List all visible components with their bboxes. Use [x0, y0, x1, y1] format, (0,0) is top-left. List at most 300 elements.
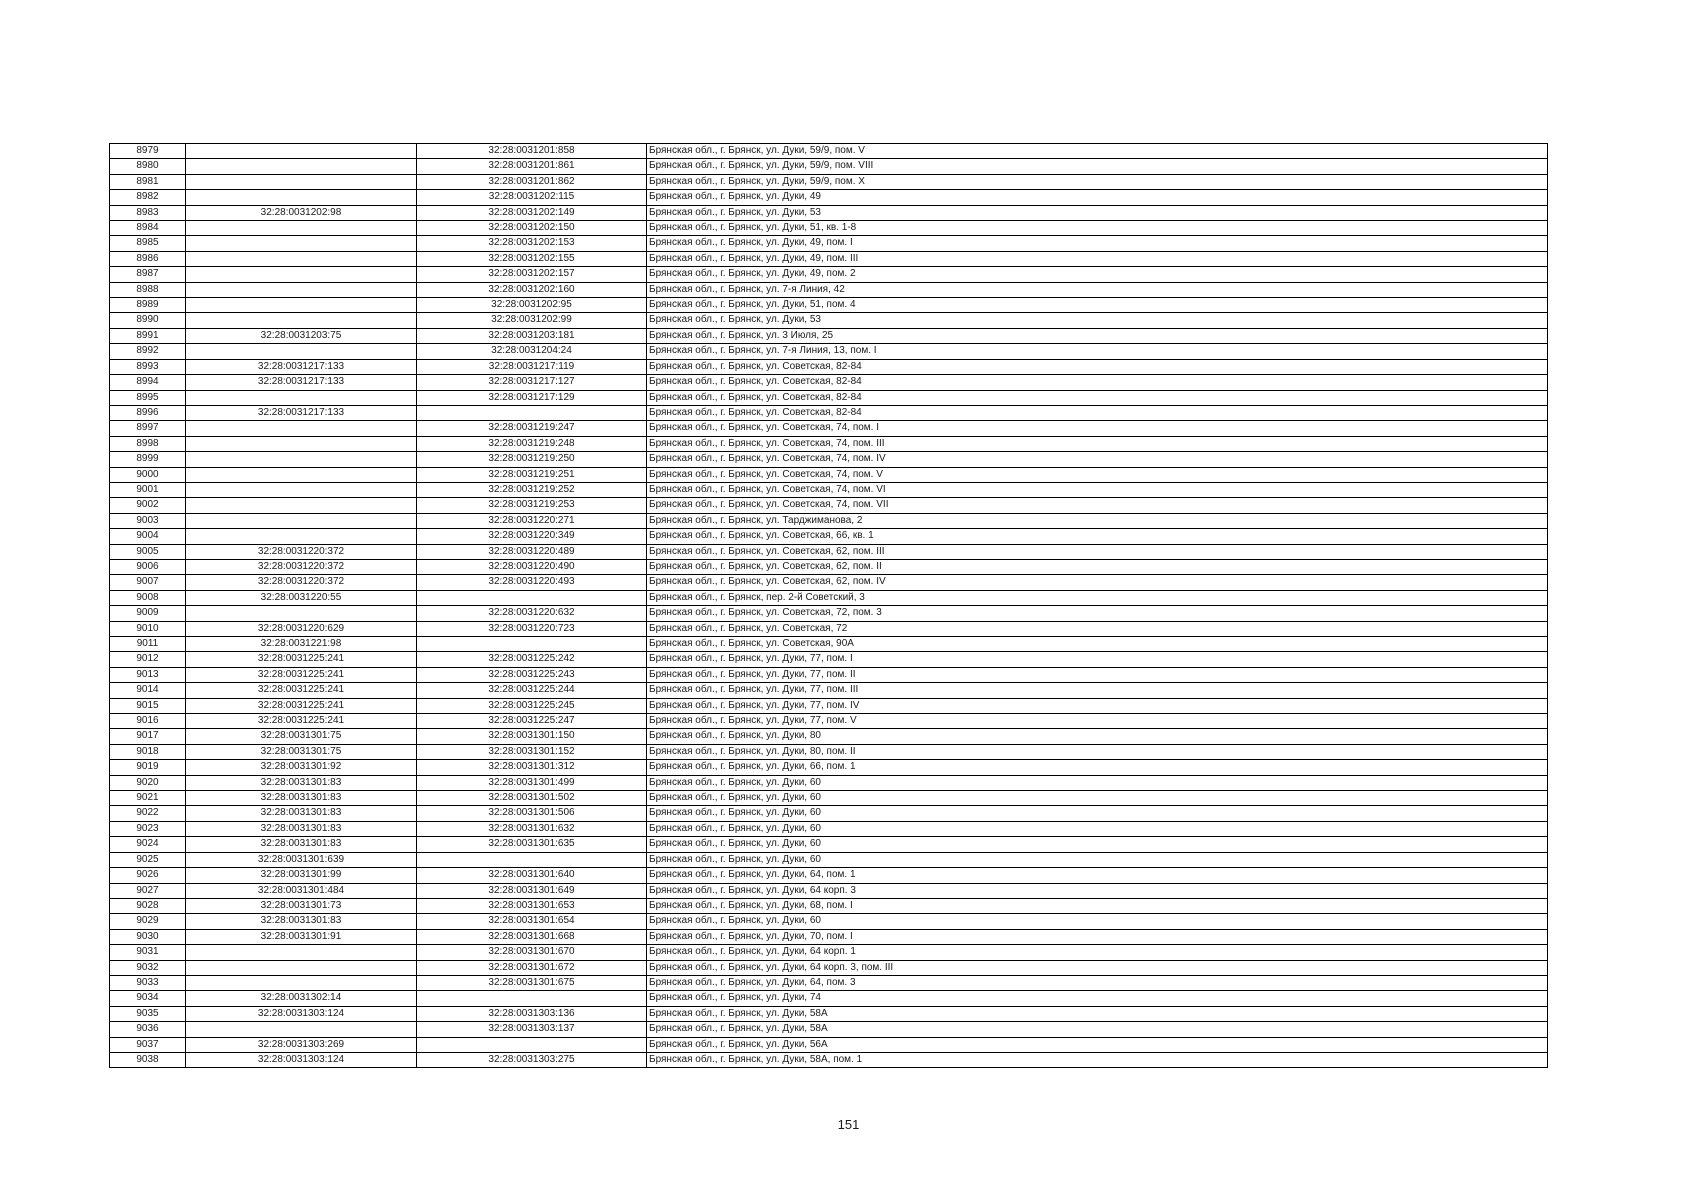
land-cadastral-number-cell [186, 221, 417, 236]
land-cadastral-number-cell: 32:28:0031301:83 [186, 837, 417, 852]
table-row [110, 744, 1548, 759]
row-number-cell: 8996 [110, 405, 186, 420]
land-cadastral-number-cell [186, 436, 417, 451]
address-cell: Брянская обл., г. Брянск, ул. Советская, 62, пом. III [647, 544, 1548, 559]
table-row [110, 575, 1548, 590]
address-cell: Брянская обл., г. Брянск, ул. Дуки, 49, пом. III [647, 251, 1548, 266]
row-number-cell: 8984 [110, 221, 186, 236]
building-cadastral-number-cell [417, 852, 647, 867]
row-number-cell: 9026 [110, 868, 186, 883]
building-cadastral-number-cell: 32:28:0031202:95 [417, 298, 647, 313]
row-number-cell: 8994 [110, 375, 186, 390]
building-cadastral-number-cell: 32:28:0031301:654 [417, 914, 647, 929]
building-cadastral-number-cell: 32:28:0031201:858 [417, 144, 647, 159]
building-cadastral-number-cell: 32:28:0031220:489 [417, 544, 647, 559]
address-cell: Брянская обл., г. Брянск, ул. Дуки, 64, пом. 1 [647, 868, 1548, 883]
row-number-cell: 9006 [110, 559, 186, 574]
row-number-cell: 9032 [110, 960, 186, 975]
row-number-cell: 9004 [110, 529, 186, 544]
row-number-cell: 8989 [110, 298, 186, 313]
building-cadastral-number-cell: 32:28:0031217:129 [417, 390, 647, 405]
address-cell: Брянская обл., г. Брянск, ул. Советская, 74, пом. VI [647, 482, 1548, 497]
row-number-cell: 8982 [110, 190, 186, 205]
land-cadastral-number-cell [186, 960, 417, 975]
row-number-cell: 8979 [110, 144, 186, 159]
building-cadastral-number-cell: 32:28:0031301:675 [417, 975, 647, 990]
row-number-cell: 9035 [110, 1006, 186, 1021]
address-cell: Брянская обл., г. Брянск, ул. Дуки, 80 [647, 729, 1548, 744]
row-number-cell: 9019 [110, 760, 186, 775]
row-number-cell: 8991 [110, 328, 186, 343]
table-row [110, 144, 1548, 159]
table-row [110, 529, 1548, 544]
row-number-cell: 9003 [110, 513, 186, 528]
address-cell: Брянская обл., г. Брянск, ул. Дуки, 60 [647, 852, 1548, 867]
land-cadastral-number-cell: 32:28:0031220:372 [186, 575, 417, 590]
address-cell: Брянская обл., г. Брянск, ул. Дуки, 53 [647, 313, 1548, 328]
table-row [110, 929, 1548, 944]
building-cadastral-number-cell: 32:28:0031301:672 [417, 960, 647, 975]
land-cadastral-number-cell [186, 482, 417, 497]
building-cadastral-number-cell: 32:28:0031204:24 [417, 344, 647, 359]
address-cell: Брянская обл., г. Брянск, ул. Советская, 82-84 [647, 359, 1548, 374]
address-cell: Брянская обл., г. Брянск, ул. Дуки, 51, пом. 4 [647, 298, 1548, 313]
table-row [110, 637, 1548, 652]
row-number-cell: 9013 [110, 667, 186, 682]
row-number-cell: 8986 [110, 251, 186, 266]
row-number-cell: 9023 [110, 821, 186, 836]
table-row [110, 328, 1548, 343]
land-cadastral-number-cell [186, 1022, 417, 1037]
building-cadastral-number-cell: 32:28:0031303:137 [417, 1022, 647, 1037]
row-number-cell: 9008 [110, 590, 186, 605]
building-cadastral-number-cell: 32:28:0031220:490 [417, 559, 647, 574]
building-cadastral-number-cell: 32:28:0031220:723 [417, 621, 647, 636]
row-number-cell: 9033 [110, 975, 186, 990]
page-number: 151 [837, 1117, 860, 1132]
table-row [110, 467, 1548, 482]
table-row [110, 837, 1548, 852]
table-row [110, 190, 1548, 205]
building-cadastral-number-cell: 32:28:0031301:150 [417, 729, 647, 744]
address-cell: Брянская обл., г. Брянск, ул. Советская, 72, пом. 3 [647, 606, 1548, 621]
land-cadastral-number-cell: 32:28:0031301:83 [186, 791, 417, 806]
building-cadastral-number-cell: 32:28:0031225:247 [417, 714, 647, 729]
land-cadastral-number-cell [186, 251, 417, 266]
table-row [110, 221, 1548, 236]
row-number-cell: 9037 [110, 1037, 186, 1052]
table-row [110, 251, 1548, 266]
address-cell: Брянская обл., г. Брянск, ул. Дуки, 53 [647, 205, 1548, 220]
table-row [110, 960, 1548, 975]
address-cell: Брянская обл., г. Брянск, ул. Дуки, 60 [647, 821, 1548, 836]
row-number-cell: 8985 [110, 236, 186, 251]
land-cadastral-number-cell: 32:28:0031202:98 [186, 205, 417, 220]
land-cadastral-number-cell [186, 975, 417, 990]
address-cell: Брянская обл., г. Брянск, ул. Советская, 66, кв. 1 [647, 529, 1548, 544]
land-cadastral-number-cell: 32:28:0031301:75 [186, 729, 417, 744]
table-row [110, 1052, 1548, 1067]
table-row [110, 498, 1548, 513]
address-cell: Брянская обл., г. Брянск, ул. Дуки, 56А [647, 1037, 1548, 1052]
building-cadastral-number-cell: 32:28:0031220:349 [417, 529, 647, 544]
land-cadastral-number-cell [186, 498, 417, 513]
address-cell: Брянская обл., г. Брянск, ул. Советская, 82-84 [647, 375, 1548, 390]
address-cell: Брянская обл., г. Брянск, ул. Дуки, 49, пом. 2 [647, 267, 1548, 282]
table-row [110, 267, 1548, 282]
table-row [110, 683, 1548, 698]
table-row [110, 1006, 1548, 1021]
records-table-body [110, 144, 1548, 1068]
building-cadastral-number-cell [417, 991, 647, 1006]
land-cadastral-number-cell [186, 298, 417, 313]
address-cell: Брянская обл., г. Брянск, ул. Советская, 74, пом. VII [647, 498, 1548, 513]
land-cadastral-number-cell [186, 282, 417, 297]
land-cadastral-number-cell: 32:28:0031301:73 [186, 898, 417, 913]
table-row [110, 652, 1548, 667]
building-cadastral-number-cell: 32:28:0031220:493 [417, 575, 647, 590]
building-cadastral-number-cell: 32:28:0031301:635 [417, 837, 647, 852]
building-cadastral-number-cell: 32:28:0031201:861 [417, 159, 647, 174]
table-row [110, 975, 1548, 990]
row-number-cell: 9016 [110, 714, 186, 729]
land-cadastral-number-cell: 32:28:0031301:484 [186, 883, 417, 898]
row-number-cell: 9027 [110, 883, 186, 898]
table-row [110, 359, 1548, 374]
address-cell: Брянская обл., г. Брянск, ул. Дуки, 74 [647, 991, 1548, 1006]
land-cadastral-number-cell [186, 390, 417, 405]
row-number-cell: 9009 [110, 606, 186, 621]
address-cell: Брянская обл., г. Брянск, ул. Дуки, 60 [647, 914, 1548, 929]
address-cell: Брянская обл., г. Брянск, ул. Дуки, 59/9, пом. X [647, 174, 1548, 189]
table-row [110, 375, 1548, 390]
table-row [110, 544, 1548, 559]
building-cadastral-number-cell: 32:28:0031217:119 [417, 359, 647, 374]
row-number-cell: 9022 [110, 806, 186, 821]
records-table [109, 143, 1548, 1068]
table-row [110, 313, 1548, 328]
address-cell: Брянская обл., г. Брянск, ул. 3 Июля, 25 [647, 328, 1548, 343]
table-row [110, 914, 1548, 929]
address-cell: Брянская обл., г. Брянск, ул. 7-я Линия, 42 [647, 282, 1548, 297]
table-row [110, 714, 1548, 729]
address-cell: Брянская обл., г. Брянск, ул. Дуки, 60 [647, 791, 1548, 806]
building-cadastral-number-cell: 32:28:0031219:248 [417, 436, 647, 451]
building-cadastral-number-cell: 32:28:0031219:253 [417, 498, 647, 513]
table-row [110, 868, 1548, 883]
table-row [110, 945, 1548, 960]
building-cadastral-number-cell [417, 405, 647, 420]
table-row [110, 482, 1548, 497]
address-cell: Брянская обл., г. Брянск, ул. Советская, 74, пом. V [647, 467, 1548, 482]
building-cadastral-number-cell: 32:28:0031202:99 [417, 313, 647, 328]
table-row [110, 606, 1548, 621]
building-cadastral-number-cell: 32:28:0031202:153 [417, 236, 647, 251]
building-cadastral-number-cell: 32:28:0031202:160 [417, 282, 647, 297]
building-cadastral-number-cell: 32:28:0031201:862 [417, 174, 647, 189]
address-cell: Брянская обл., г. Брянск, ул. Советская, 74, пом. IV [647, 452, 1548, 467]
land-cadastral-number-cell: 32:28:0031220:372 [186, 544, 417, 559]
land-cadastral-number-cell [186, 452, 417, 467]
row-number-cell: 8995 [110, 390, 186, 405]
building-cadastral-number-cell: 32:28:0031203:181 [417, 328, 647, 343]
row-number-cell: 9002 [110, 498, 186, 513]
land-cadastral-number-cell: 32:28:0031303:269 [186, 1037, 417, 1052]
building-cadastral-number-cell [417, 637, 647, 652]
row-number-cell: 8980 [110, 159, 186, 174]
row-number-cell: 8988 [110, 282, 186, 297]
row-number-cell: 9034 [110, 991, 186, 1006]
building-cadastral-number-cell [417, 590, 647, 605]
address-cell: Брянская обл., г. Брянск, ул. Дуки, 58А [647, 1022, 1548, 1037]
land-cadastral-number-cell [186, 467, 417, 482]
table-row [110, 1022, 1548, 1037]
land-cadastral-number-cell: 32:28:0031225:241 [186, 652, 417, 667]
land-cadastral-number-cell: 32:28:0031301:75 [186, 744, 417, 759]
land-cadastral-number-cell [186, 513, 417, 528]
land-cadastral-number-cell [186, 144, 417, 159]
table-row [110, 590, 1548, 605]
address-cell: Брянская обл., г. Брянск, ул. Дуки, 64 корп. 3 [647, 883, 1548, 898]
address-cell: Брянская обл., г. Брянск, ул. Дуки, 77, пом. V [647, 714, 1548, 729]
address-cell: Брянская обл., г. Брянск, ул. Советская, 74, пом. III [647, 436, 1548, 451]
land-cadastral-number-cell: 32:28:0031301:91 [186, 929, 417, 944]
building-cadastral-number-cell: 32:28:0031301:152 [417, 744, 647, 759]
table-row [110, 621, 1548, 636]
row-number-cell: 9012 [110, 652, 186, 667]
building-cadastral-number-cell: 32:28:0031225:245 [417, 698, 647, 713]
building-cadastral-number-cell: 32:28:0031225:242 [417, 652, 647, 667]
address-cell: Брянская обл., г. Брянск, ул. Дуки, 64 корп. 1 [647, 945, 1548, 960]
row-number-cell: 9017 [110, 729, 186, 744]
table-row [110, 1037, 1548, 1052]
row-number-cell: 9029 [110, 914, 186, 929]
row-number-cell: 9018 [110, 744, 186, 759]
table-row [110, 452, 1548, 467]
land-cadastral-number-cell: 32:28:0031302:14 [186, 991, 417, 1006]
row-number-cell: 9001 [110, 482, 186, 497]
land-cadastral-number-cell: 32:28:0031203:75 [186, 328, 417, 343]
address-cell: Брянская обл., г. Брянск, ул. Дуки, 60 [647, 775, 1548, 790]
land-cadastral-number-cell: 32:28:0031225:241 [186, 683, 417, 698]
address-cell: Брянская обл., г. Брянск, пер. 2-й Советский, 3 [647, 590, 1548, 605]
row-number-cell: 9028 [110, 898, 186, 913]
building-cadastral-number-cell: 32:28:0031219:252 [417, 482, 647, 497]
land-cadastral-number-cell: 32:28:0031220:629 [186, 621, 417, 636]
building-cadastral-number-cell [417, 1037, 647, 1052]
table-row [110, 236, 1548, 251]
table-row [110, 883, 1548, 898]
building-cadastral-number-cell: 32:28:0031225:243 [417, 667, 647, 682]
row-number-cell: 8981 [110, 174, 186, 189]
building-cadastral-number-cell: 32:28:0031301:506 [417, 806, 647, 821]
address-cell: Брянская обл., г. Брянск, ул. Дуки, 77, пом. I [647, 652, 1548, 667]
address-cell: Брянская обл., г. Брянск, ул. Тарджиманова, 2 [647, 513, 1548, 528]
address-cell: Брянская обл., г. Брянск, ул. Советская, 72 [647, 621, 1548, 636]
building-cadastral-number-cell: 32:28:0031219:250 [417, 452, 647, 467]
address-cell: Брянская обл., г. Брянск, ул. Дуки, 77, пом. III [647, 683, 1548, 698]
address-cell: Брянская обл., г. Брянск, ул. Советская, 82-84 [647, 405, 1548, 420]
address-cell: Брянская обл., г. Брянск, ул. Советская, 82-84 [647, 390, 1548, 405]
address-cell: Брянская обл., г. Брянск, ул. Дуки, 77, пом. IV [647, 698, 1548, 713]
address-cell: Брянская обл., г. Брянск, ул. Дуки, 68, пом. I [647, 898, 1548, 913]
row-number-cell: 9036 [110, 1022, 186, 1037]
row-number-cell: 9031 [110, 945, 186, 960]
land-cadastral-number-cell [186, 236, 417, 251]
row-number-cell: 8993 [110, 359, 186, 374]
row-number-cell: 9021 [110, 791, 186, 806]
table-row [110, 791, 1548, 806]
land-cadastral-number-cell: 32:28:0031301:92 [186, 760, 417, 775]
land-cadastral-number-cell [186, 159, 417, 174]
row-number-cell: 9010 [110, 621, 186, 636]
row-number-cell: 9020 [110, 775, 186, 790]
address-cell: Брянская обл., г. Брянск, ул. Дуки, 49 [647, 190, 1548, 205]
row-number-cell: 8987 [110, 267, 186, 282]
table-row [110, 205, 1548, 220]
building-cadastral-number-cell: 32:28:0031220:271 [417, 513, 647, 528]
row-number-cell: 8990 [110, 313, 186, 328]
land-cadastral-number-cell: 32:28:0031301:83 [186, 806, 417, 821]
address-cell: Брянская обл., г. Брянск, ул. Дуки, 51, кв. 1-8 [647, 221, 1548, 236]
table-row [110, 405, 1548, 420]
land-cadastral-number-cell: 32:28:0031217:133 [186, 359, 417, 374]
table-row [110, 667, 1548, 682]
building-cadastral-number-cell: 32:28:0031301:640 [417, 868, 647, 883]
address-cell: Брянская обл., г. Брянск, ул. Советская, 62, пом. IV [647, 575, 1548, 590]
table-row [110, 282, 1548, 297]
building-cadastral-number-cell: 32:28:0031301:312 [417, 760, 647, 775]
address-cell: Брянская обл., г. Брянск, ул. Дуки, 80, пом. II [647, 744, 1548, 759]
address-cell: Брянская обл., г. Брянск, ул. Дуки, 77, пом. II [647, 667, 1548, 682]
land-cadastral-number-cell: 32:28:0031221:98 [186, 637, 417, 652]
address-cell: Брянская обл., г. Брянск, ул. Дуки, 64, пом. 3 [647, 975, 1548, 990]
address-cell: Брянская обл., г. Брянск, ул. Дуки, 59/9, пом. V [647, 144, 1548, 159]
row-number-cell: 8983 [110, 205, 186, 220]
land-cadastral-number-cell: 32:28:0031301:83 [186, 914, 417, 929]
table-row [110, 760, 1548, 775]
land-cadastral-number-cell: 32:28:0031217:133 [186, 405, 417, 420]
land-cadastral-number-cell: 32:28:0031301:83 [186, 821, 417, 836]
building-cadastral-number-cell: 32:28:0031303:275 [417, 1052, 647, 1067]
building-cadastral-number-cell: 32:28:0031303:136 [417, 1006, 647, 1021]
row-number-cell: 9025 [110, 852, 186, 867]
table-row [110, 729, 1548, 744]
building-cadastral-number-cell: 32:28:0031301:649 [417, 883, 647, 898]
building-cadastral-number-cell: 32:28:0031301:499 [417, 775, 647, 790]
address-cell: Брянская обл., г. Брянск, ул. Советская, 62, пом. II [647, 559, 1548, 574]
address-cell: Брянская обл., г. Брянск, ул. Дуки, 70, пом. I [647, 929, 1548, 944]
land-cadastral-number-cell: 32:28:0031301:639 [186, 852, 417, 867]
table-row [110, 806, 1548, 821]
table-row [110, 559, 1548, 574]
address-cell: Брянская обл., г. Брянск, ул. Дуки, 49, пом. I [647, 236, 1548, 251]
address-cell: Брянская обл., г. Брянск, ул. 7-я Линия, 13, пом. I [647, 344, 1548, 359]
land-cadastral-number-cell [186, 529, 417, 544]
building-cadastral-number-cell: 32:28:0031202:115 [417, 190, 647, 205]
row-number-cell: 9015 [110, 698, 186, 713]
land-cadastral-number-cell [186, 945, 417, 960]
table-row [110, 436, 1548, 451]
land-cadastral-number-cell: 32:28:0031220:372 [186, 559, 417, 574]
land-cadastral-number-cell: 32:28:0031303:124 [186, 1052, 417, 1067]
table-row [110, 775, 1548, 790]
table-row [110, 390, 1548, 405]
building-cadastral-number-cell: 32:28:0031202:157 [417, 267, 647, 282]
building-cadastral-number-cell: 32:28:0031202:150 [417, 221, 647, 236]
land-cadastral-number-cell [186, 421, 417, 436]
address-cell: Брянская обл., г. Брянск, ул. Советская, 74, пом. I [647, 421, 1548, 436]
row-number-cell: 9024 [110, 837, 186, 852]
building-cadastral-number-cell: 32:28:0031217:127 [417, 375, 647, 390]
address-cell: Брянская обл., г. Брянск, ул. Дуки, 60 [647, 806, 1548, 821]
table-row [110, 852, 1548, 867]
building-cadastral-number-cell: 32:28:0031301:653 [417, 898, 647, 913]
address-cell: Брянская обл., г. Брянск, ул. Дуки, 66, пом. 1 [647, 760, 1548, 775]
land-cadastral-number-cell [186, 190, 417, 205]
row-number-cell: 9000 [110, 467, 186, 482]
address-cell: Брянская обл., г. Брянск, ул. Дуки, 64 корп. 3, пом. III [647, 960, 1548, 975]
building-cadastral-number-cell: 32:28:0031219:247 [417, 421, 647, 436]
row-number-cell: 9014 [110, 683, 186, 698]
table-row [110, 821, 1548, 836]
building-cadastral-number-cell: 32:28:0031301:502 [417, 791, 647, 806]
row-number-cell: 8999 [110, 452, 186, 467]
row-number-cell: 9038 [110, 1052, 186, 1067]
land-cadastral-number-cell [186, 313, 417, 328]
land-cadastral-number-cell: 32:28:0031217:133 [186, 375, 417, 390]
building-cadastral-number-cell: 32:28:0031219:251 [417, 467, 647, 482]
land-cadastral-number-cell: 32:28:0031225:241 [186, 698, 417, 713]
table-row [110, 898, 1548, 913]
table-row [110, 159, 1548, 174]
address-cell: Брянская обл., г. Брянск, ул. Дуки, 59/9, пом. VIII [647, 159, 1548, 174]
table-row [110, 513, 1548, 528]
table-row [110, 298, 1548, 313]
row-number-cell: 8997 [110, 421, 186, 436]
building-cadastral-number-cell: 32:28:0031220:632 [417, 606, 647, 621]
building-cadastral-number-cell: 32:28:0031301:668 [417, 929, 647, 944]
row-number-cell: 8992 [110, 344, 186, 359]
land-cadastral-number-cell [186, 267, 417, 282]
row-number-cell: 9030 [110, 929, 186, 944]
land-cadastral-number-cell: 32:28:0031301:83 [186, 775, 417, 790]
address-cell: Брянская обл., г. Брянск, ул. Дуки, 58А, пом. 1 [647, 1052, 1548, 1067]
land-cadastral-number-cell [186, 344, 417, 359]
land-cadastral-number-cell: 32:28:0031225:241 [186, 714, 417, 729]
row-number-cell: 9011 [110, 637, 186, 652]
table-row [110, 698, 1548, 713]
land-cadastral-number-cell: 32:28:0031225:241 [186, 667, 417, 682]
building-cadastral-number-cell: 32:28:0031301:632 [417, 821, 647, 836]
building-cadastral-number-cell: 32:28:0031202:155 [417, 251, 647, 266]
table-row [110, 344, 1548, 359]
building-cadastral-number-cell: 32:28:0031202:149 [417, 205, 647, 220]
address-cell: Брянская обл., г. Брянск, ул. Советская, 90А [647, 637, 1548, 652]
land-cadastral-number-cell: 32:28:0031303:124 [186, 1006, 417, 1021]
land-cadastral-number-cell [186, 606, 417, 621]
row-number-cell: 8998 [110, 436, 186, 451]
table-row [110, 991, 1548, 1006]
address-cell: Брянская обл., г. Брянск, ул. Дуки, 58А [647, 1006, 1548, 1021]
land-cadastral-number-cell: 32:28:0031301:99 [186, 868, 417, 883]
building-cadastral-number-cell: 32:28:0031225:244 [417, 683, 647, 698]
row-number-cell: 9005 [110, 544, 186, 559]
table-row [110, 421, 1548, 436]
address-cell: Брянская обл., г. Брянск, ул. Дуки, 60 [647, 837, 1548, 852]
building-cadastral-number-cell: 32:28:0031301:670 [417, 945, 647, 960]
table-row [110, 174, 1548, 189]
